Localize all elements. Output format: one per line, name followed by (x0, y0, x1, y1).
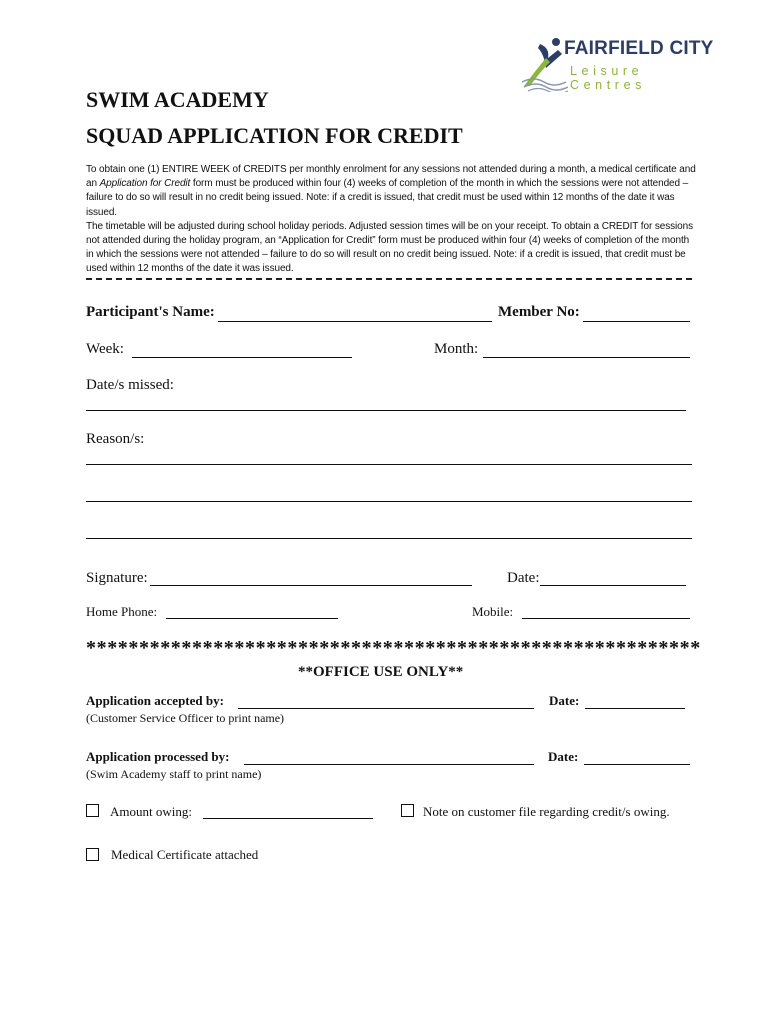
dashed-divider (86, 278, 692, 280)
reasons-field-line-1[interactable] (86, 464, 692, 465)
processed-date-label: Date: (548, 749, 579, 764)
processed-by-field[interactable] (244, 764, 534, 765)
week-field[interactable] (132, 357, 352, 358)
swimmer-logo-icon (518, 34, 568, 92)
logo-tagline: Leisure Centres (570, 64, 646, 92)
signature-label: Signature: (86, 570, 148, 586)
mobile-field[interactable] (522, 618, 690, 619)
date-field[interactable] (540, 585, 686, 586)
intro-paragraph-2: The timetable will be adjusted during school holiday periods. Adjusted session times will be on your receipt. To obtain a CREDIT for sessions not attended during the holiday program, an “Application for Credit” form must be produced within four (4) weeks of completion of the month in which the sessions were not attended – failure to do so will result on no credit being issued. Note: if a credit is issued, that credit must be used within 12 months of the date it was issued. (86, 220, 693, 275)
accepted-by-label: Application accepted by: (86, 693, 224, 708)
amount-owing-field[interactable] (203, 818, 373, 819)
accepted-date-field[interactable] (585, 708, 685, 709)
mobile-label: Mobile: (472, 604, 514, 619)
office-use-heading: **OFFICE USE ONLY** (298, 664, 464, 680)
intro-paragraph-1: To obtain one (1) ENTIRE WEEK of CREDITS per monthly enrolment for any sessions not attended during a month, a medical certificate and an Application for Credit form must be produced within four (4) weeks of completion of the month in which the sessions were not attended – failure to do so will result in no credit being issued. Note: if a credit is issued, that credit must be used within 12 months of the date it was issued. (86, 164, 696, 218)
reasons-label: Reason/s: (86, 431, 145, 447)
title-line-2: SQUAD APPLICATION FOR CREDIT (86, 123, 463, 148)
title-line-1: SWIM ACADEMY (86, 87, 269, 112)
accepted-date-label: Date: (549, 693, 580, 708)
home-phone-label: Home Phone: (86, 604, 158, 619)
accepted-by-field[interactable] (238, 708, 534, 709)
dates-missed-label: Date/s missed: (86, 377, 174, 393)
amount-owing-checkbox[interactable] (86, 804, 99, 817)
month-label: Month: (434, 341, 479, 357)
date-label: Date: (507, 570, 540, 586)
participant-name-field[interactable] (218, 321, 492, 322)
processed-date-field[interactable] (584, 764, 690, 765)
medical-certificate-label: Medical Certificate attached (111, 847, 259, 862)
member-no-field[interactable] (583, 321, 690, 322)
dates-missed-field[interactable] (86, 410, 686, 411)
customer-file-note-label: Note on customer file regarding credit/s owing. (423, 804, 670, 819)
participant-name-label: Participant's Name: (86, 304, 215, 320)
month-field[interactable] (483, 357, 690, 358)
reasons-field-line-3[interactable] (86, 538, 692, 539)
logo-name: FAIRFIELD CITY (564, 38, 714, 59)
week-label: Week: (86, 341, 124, 357)
customer-file-note-checkbox[interactable] (401, 804, 414, 817)
intro-text (86, 163, 696, 277)
amount-owing-label: Amount owing: (110, 804, 192, 819)
fairfield-city-logo (518, 34, 718, 92)
medical-certificate-checkbox[interactable] (86, 848, 99, 861)
accepted-by-note: (Customer Service Officer to print name) (86, 711, 285, 725)
signature-field[interactable] (150, 585, 472, 586)
processed-by-label: Application processed by: (86, 749, 230, 764)
stars-divider: ********************************************************** (86, 637, 701, 659)
processed-by-note: (Swim Academy staff to print name) (86, 767, 262, 781)
member-no-label: Member No: (498, 304, 580, 320)
reasons-field-line-2[interactable] (86, 501, 692, 502)
home-phone-field[interactable] (166, 618, 338, 619)
